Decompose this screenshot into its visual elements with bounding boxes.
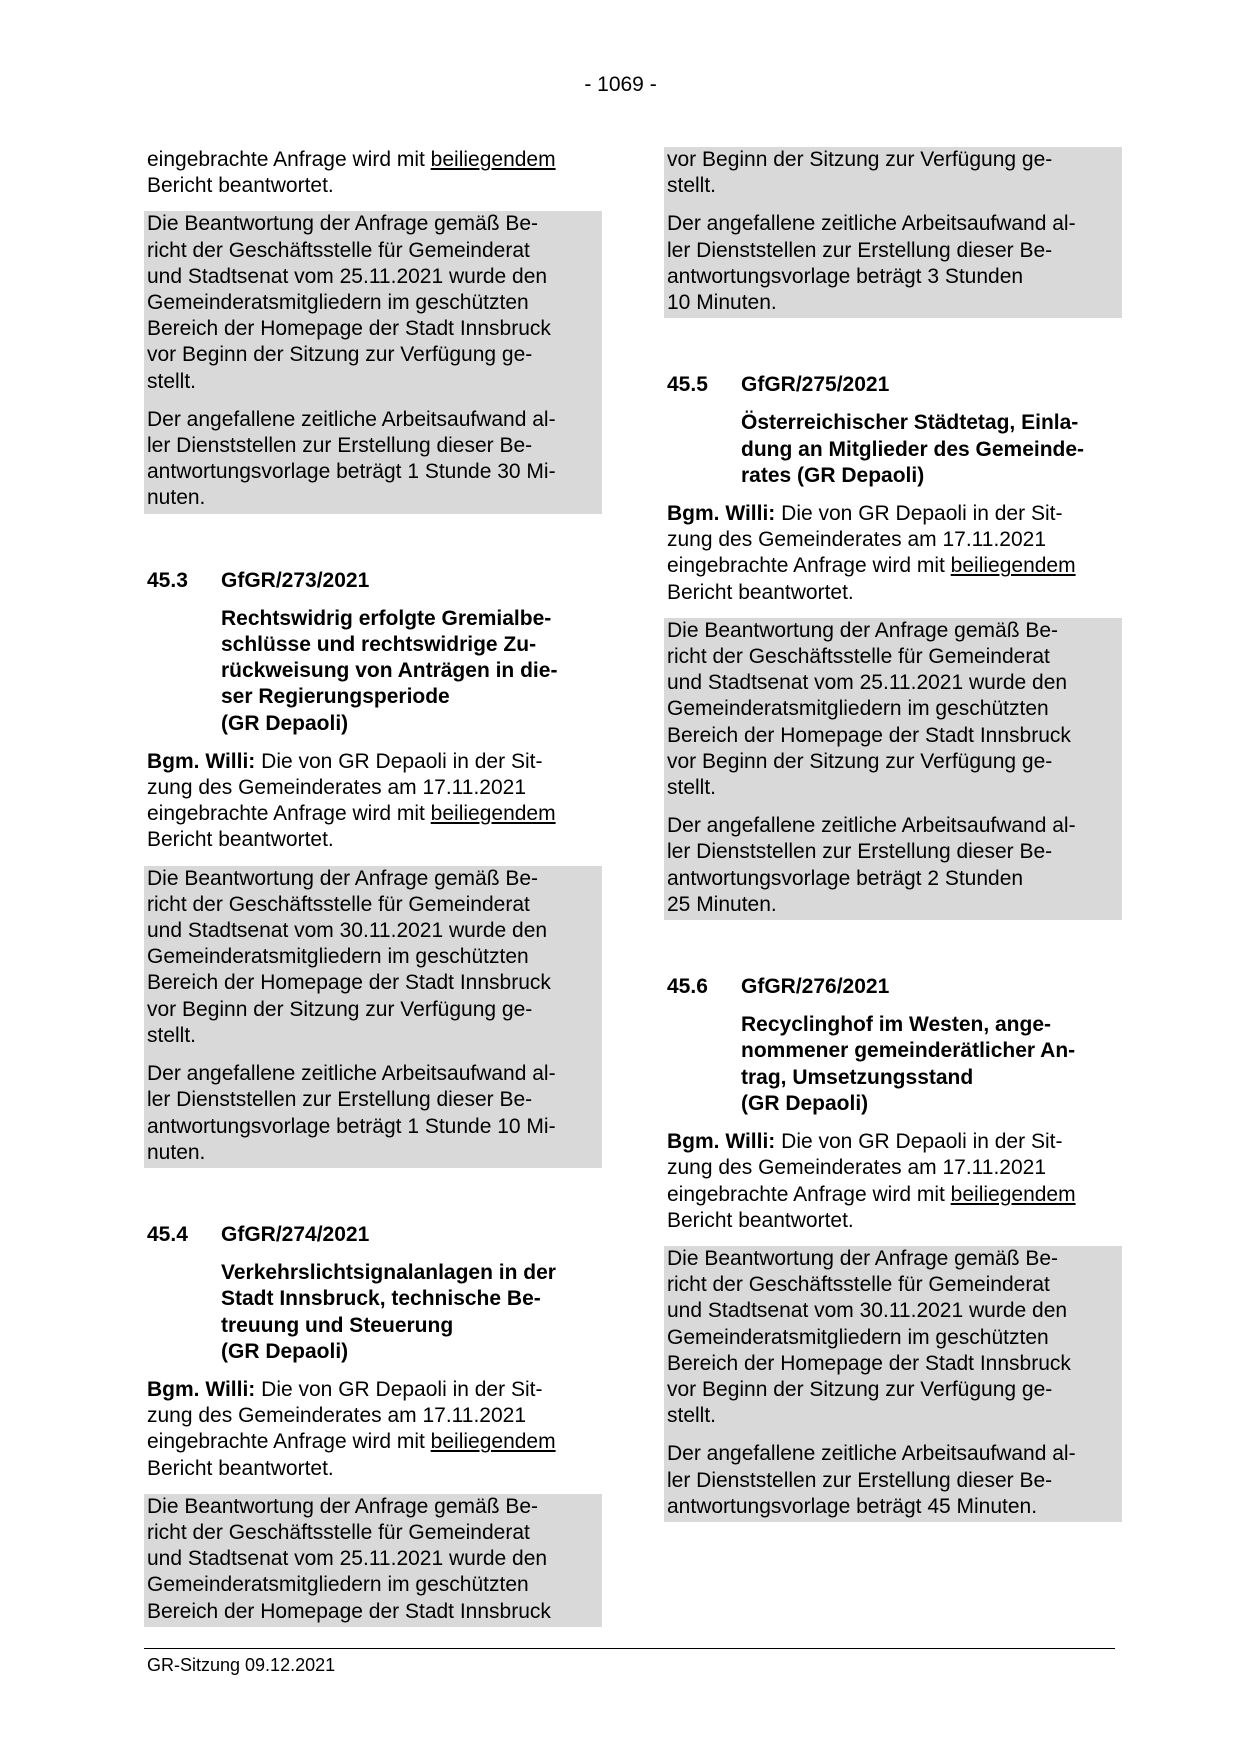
speaker: Bgm. Willi: xyxy=(147,749,256,773)
text-line: Rechtswidrig erfolgte Gremialbe- xyxy=(221,606,552,630)
speaker: Bgm. Willi: xyxy=(667,1130,776,1154)
attachment-link: beiliegendem xyxy=(430,1430,556,1454)
mayor-statement: Bgm. Willi: Die von GR Depaoli in der Sit- zung des Gemeinderates am 17.11.2021 eingebrachte Anfrage wird mit beiliegendem Bericht beantwortet. xyxy=(667,502,1076,604)
text-line: und Stadtsenat vom 25.11.2021 wurde den xyxy=(667,671,1068,695)
answer-paragraph xyxy=(147,866,599,1049)
text-line: vor Beginn der Sitzung zur Verfügung ge- xyxy=(667,749,1053,773)
text-line: und Stadtsenat vom 25.11.2021 wurde den xyxy=(147,1547,548,1571)
attachment-link: beiliegendem xyxy=(430,148,556,171)
text-line: Gemeinderatsmitgliedern im geschützten xyxy=(147,291,529,315)
answer-paragraph xyxy=(667,1246,1119,1429)
text-line: Stadt Innsbruck, technische Be- xyxy=(221,1287,541,1311)
text-line: und Stadtsenat vom 30.11.2021 wurde den xyxy=(147,919,548,943)
text-line: Gemeinderatsmitgliedern im geschützten xyxy=(667,697,1049,721)
mayor-statement: Bgm. Willi: Die von GR Depaoli in der Sit- zung des Gemeinderates am 17.11.2021 eingebrachte Anfrage wird mit beiliegendem Bericht beantwortet. xyxy=(147,749,556,852)
text-line: Bereich der Homepage der Stadt Innsbruck xyxy=(667,723,1071,747)
text-line: ser Regierungsperiode xyxy=(221,685,450,709)
text-line: stellt. xyxy=(667,174,717,198)
text-line: ler Dienststellen zur Erstellung dieser Be- xyxy=(147,434,533,458)
text-line: vor Beginn der Sitzung zur Verfügung ge- xyxy=(147,343,533,367)
text-line: (GR Depaoli) xyxy=(221,711,349,735)
section-title xyxy=(221,1260,602,1365)
text-line: (GR Depaoli) xyxy=(741,1091,869,1115)
text-line: Recyclinghof im Westen, ange- xyxy=(741,1013,1052,1037)
text-line: Gemeinderatsmitgliedern im geschützten xyxy=(667,1325,1049,1349)
text-line: stellt. xyxy=(667,776,717,800)
answer-block xyxy=(664,618,1122,920)
text-line: antwortungsvorlage beträgt 45 Minuten. xyxy=(667,1494,1038,1518)
text-line: Gemeinderatsmitgliedern im geschützten xyxy=(147,1573,529,1597)
text-line: Der angefallene zeitliche Arbeitsaufwand al- xyxy=(667,212,1076,236)
text-line: Die Beantwortung der Anfrage gemäß Be- xyxy=(147,212,539,236)
text-line: rates (GR Depaoli) xyxy=(741,463,925,487)
text-line: richt der Geschäftsstelle für Gemeinderat xyxy=(147,1520,530,1544)
section-code: GfGR/275/2021 xyxy=(741,373,890,397)
answer-paragraph xyxy=(147,1494,599,1625)
text-line: Bereich der Homepage der Stadt Innsbruck xyxy=(147,971,551,995)
text-line: Bereich der Homepage der Stadt Innsbruck xyxy=(667,1351,1071,1375)
answer-block xyxy=(144,1494,602,1627)
mayor-statement: Bgm. Willi: Die von GR Depaoli in der Sit- zung des Gemeinderates am 17.11.2021 eingebrachte Anfrage wird mit beiliegendem Bericht beantwortet. xyxy=(667,1130,1076,1232)
text-line: Der angefallene zeitliche Arbeitsaufwand al- xyxy=(667,1442,1076,1466)
section-code: GfGR/274/2021 xyxy=(221,1222,370,1246)
answer-block xyxy=(664,147,1122,318)
text-line: Bereich der Homepage der Stadt Innsbruck xyxy=(147,317,551,341)
section-title xyxy=(741,410,1122,489)
text-line: dung an Mitglieder des Gemeinde- xyxy=(741,437,1085,461)
text-line: Gemeinderatsmitgliedern im geschützten xyxy=(147,945,529,969)
text-line: Die Beantwortung der Anfrage gemäß Be- xyxy=(147,866,539,890)
text-line: trag, Umsetzungsstand xyxy=(741,1065,974,1089)
text-line: stellt. xyxy=(147,369,197,393)
text-line: antwortungsvorlage beträgt 3 Stunden xyxy=(667,264,1024,288)
answer-block xyxy=(664,1246,1122,1522)
text-line: nommener gemeinderätlicher An- xyxy=(741,1039,1076,1063)
text-line: antwortungsvorlage beträgt 1 Stunde 10 Mi- xyxy=(147,1114,556,1138)
section-title xyxy=(221,606,602,737)
text-line: vor Beginn der Sitzung zur Verfügung ge- xyxy=(147,997,533,1021)
text-line: nuten. xyxy=(147,1140,206,1164)
answer-paragraph xyxy=(667,147,1119,199)
text-line: und Stadtsenat vom 30.11.2021 wurde den xyxy=(667,1299,1068,1323)
right-column xyxy=(664,147,1122,1522)
section-heading-45-6: 45.6 GfGR/276/2021 xyxy=(664,974,1122,1000)
text-line: vor Beginn der Sitzung zur Verfügung ge- xyxy=(667,1377,1053,1401)
answer-block xyxy=(144,211,602,513)
text-line: richt der Geschäftsstelle für Gemeinderat xyxy=(147,892,530,916)
text-line: Bereich der Homepage der Stadt Innsbruck xyxy=(147,1599,551,1623)
text-line: Der angefallene zeitliche Arbeitsaufwand al- xyxy=(147,1062,556,1086)
answer-block xyxy=(144,866,602,1168)
intro-paragraph: eingebrachte Anfrage wird mit beiliegendem Bericht beantwortet. xyxy=(147,148,556,198)
section-heading-45-3: 45.3 GfGR/273/2021 xyxy=(144,568,602,594)
section-code: GfGR/273/2021 xyxy=(221,568,370,592)
text-line: Die Beantwortung der Anfrage gemäß Be- xyxy=(667,1246,1059,1270)
footer-text: GR-Sitzung 09.12.2021 xyxy=(147,1655,336,1675)
effort-paragraph xyxy=(667,813,1119,918)
text-line: Die Beantwortung der Anfrage gemäß Be- xyxy=(147,1494,539,1518)
attachment-link: beiliegendem xyxy=(950,1182,1076,1206)
text-line: Österreichischer Städtetag, Einla- xyxy=(741,411,1079,435)
text-line: Der angefallene zeitliche Arbeitsaufwand al- xyxy=(147,407,556,431)
text-line: treuung und Steuerung xyxy=(221,1313,454,1337)
text-line: stellt. xyxy=(147,1023,197,1047)
text-line: schlüsse und rechtswidrige Zu- xyxy=(221,633,537,657)
section-heading-45-5: 45.5 GfGR/275/2021 xyxy=(664,372,1122,398)
effort-paragraph xyxy=(147,1061,599,1166)
effort-paragraph xyxy=(667,1441,1119,1520)
text-line: Verkehrslichtsignalanlagen in der xyxy=(221,1261,556,1285)
text-line: ler Dienststellen zur Erstellung dieser Be- xyxy=(667,840,1053,864)
effort-paragraph xyxy=(667,211,1119,316)
answer-paragraph xyxy=(667,618,1119,801)
text-line: nuten. xyxy=(147,486,206,510)
answer-paragraph xyxy=(147,211,599,394)
left-column xyxy=(144,147,602,1627)
mayor-statement: Bgm. Willi: Die von GR Depaoli in der Sit- zung des Gemeinderates am 17.11.2021 eingebrachte Anfrage wird mit beiliegendem Bericht beantwortet. xyxy=(147,1377,556,1480)
effort-paragraph xyxy=(147,407,599,512)
text-line: richt der Geschäftsstelle für Gemeinderat xyxy=(147,238,530,262)
footer-divider xyxy=(144,1648,1115,1649)
text-line: ler Dienststellen zur Erstellung dieser Be- xyxy=(147,1088,533,1112)
section-heading-45-4: 45.4 GfGR/274/2021 xyxy=(144,1222,602,1248)
text-line: stellt. xyxy=(667,1404,717,1428)
text-line: Der angefallene zeitliche Arbeitsaufwand al- xyxy=(667,814,1076,838)
section-code: GfGR/276/2021 xyxy=(741,975,890,999)
text-line: antwortungsvorlage beträgt 2 Stunden xyxy=(667,866,1024,890)
text-line: rückweisung von Anträgen in die- xyxy=(221,659,558,683)
speaker: Bgm. Willi: xyxy=(147,1377,256,1401)
text-line: antwortungsvorlage beträgt 1 Stunde 30 Mi- xyxy=(147,460,556,484)
text-line: richt der Geschäftsstelle für Gemeinderat xyxy=(667,1273,1050,1297)
attachment-link: beiliegendem xyxy=(950,554,1076,578)
section-title xyxy=(741,1012,1122,1117)
attachment-link: beiliegendem xyxy=(430,802,556,826)
text-line: 10 Minuten. xyxy=(667,291,777,315)
text-line: (GR Depaoli) xyxy=(221,1339,349,1363)
text-line: richt der Geschäftsstelle für Gemeinderat xyxy=(667,645,1050,669)
text-line: und Stadtsenat vom 25.11.2021 wurde den xyxy=(147,264,548,288)
text-line: ler Dienststellen zur Erstellung dieser Be- xyxy=(667,1468,1053,1492)
text-line: ler Dienststellen zur Erstellung dieser Be- xyxy=(667,238,1053,262)
page-number: - 1069 - xyxy=(584,73,657,96)
speaker: Bgm. Willi: xyxy=(667,502,776,526)
text-line: 25 Minuten. xyxy=(667,892,777,916)
text-line: vor Beginn der Sitzung zur Verfügung ge- xyxy=(667,148,1053,171)
text-line: Die Beantwortung der Anfrage gemäß Be- xyxy=(667,618,1059,642)
